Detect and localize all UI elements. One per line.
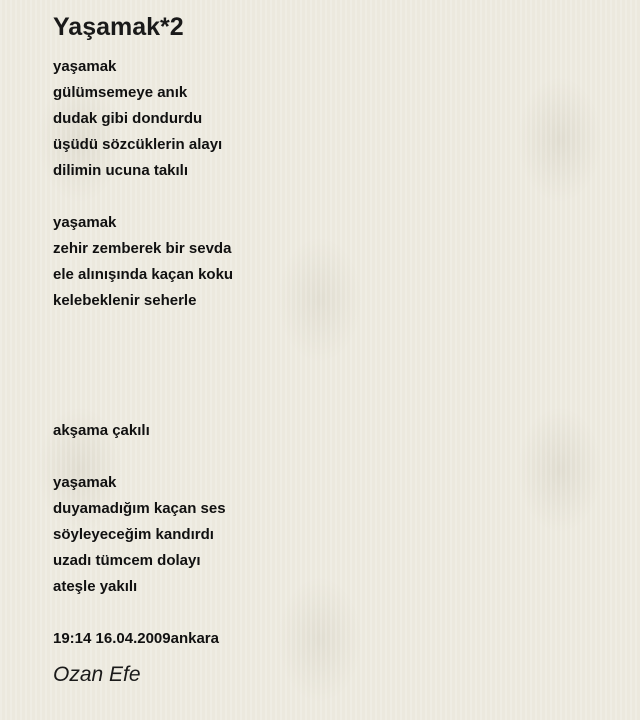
poem-line: üşüdü sözcüklerin alayı — [53, 136, 223, 153]
poem-author[interactable]: Ozan Efe — [53, 663, 141, 686]
blank-line — [53, 392, 613, 418]
blank-line — [53, 184, 613, 210]
poem-line: gülümsemeye anık — [53, 84, 188, 101]
poem-line: akşama çakılı — [53, 422, 150, 439]
blank-line — [53, 600, 613, 626]
poem-line: yaşamak — [53, 474, 117, 491]
poem-title: Yaşamak*2 — [53, 13, 184, 41]
poem-line: uzadı tümcem dolayı — [53, 552, 201, 569]
poem-line: söyleyeceğim kandırdı — [53, 526, 214, 543]
poem-body — [53, 54, 613, 689]
poem-line: zehir zemberek bir sevda — [53, 240, 232, 257]
poem-line: dilimin ucuna takılı — [53, 162, 189, 179]
blank-line — [53, 340, 613, 366]
poem-line: ele alınışında kaçan koku — [53, 266, 234, 283]
poem-date: 19:14 16.04.2009ankara — [53, 630, 219, 647]
blank-line — [53, 444, 613, 470]
poem-line: duyamadığım kaçan ses — [53, 500, 226, 517]
poem-line: kelebeklenir seherle — [53, 292, 197, 309]
blank-line — [53, 366, 613, 392]
blank-line — [53, 314, 613, 340]
poem-line: yaşamak — [53, 214, 117, 231]
poem-line: dudak gibi dondurdu — [53, 110, 203, 127]
poem-page — [53, 8, 613, 689]
poem-line: ateşle yakılı — [53, 578, 138, 595]
poem-line: yaşamak — [53, 58, 117, 75]
